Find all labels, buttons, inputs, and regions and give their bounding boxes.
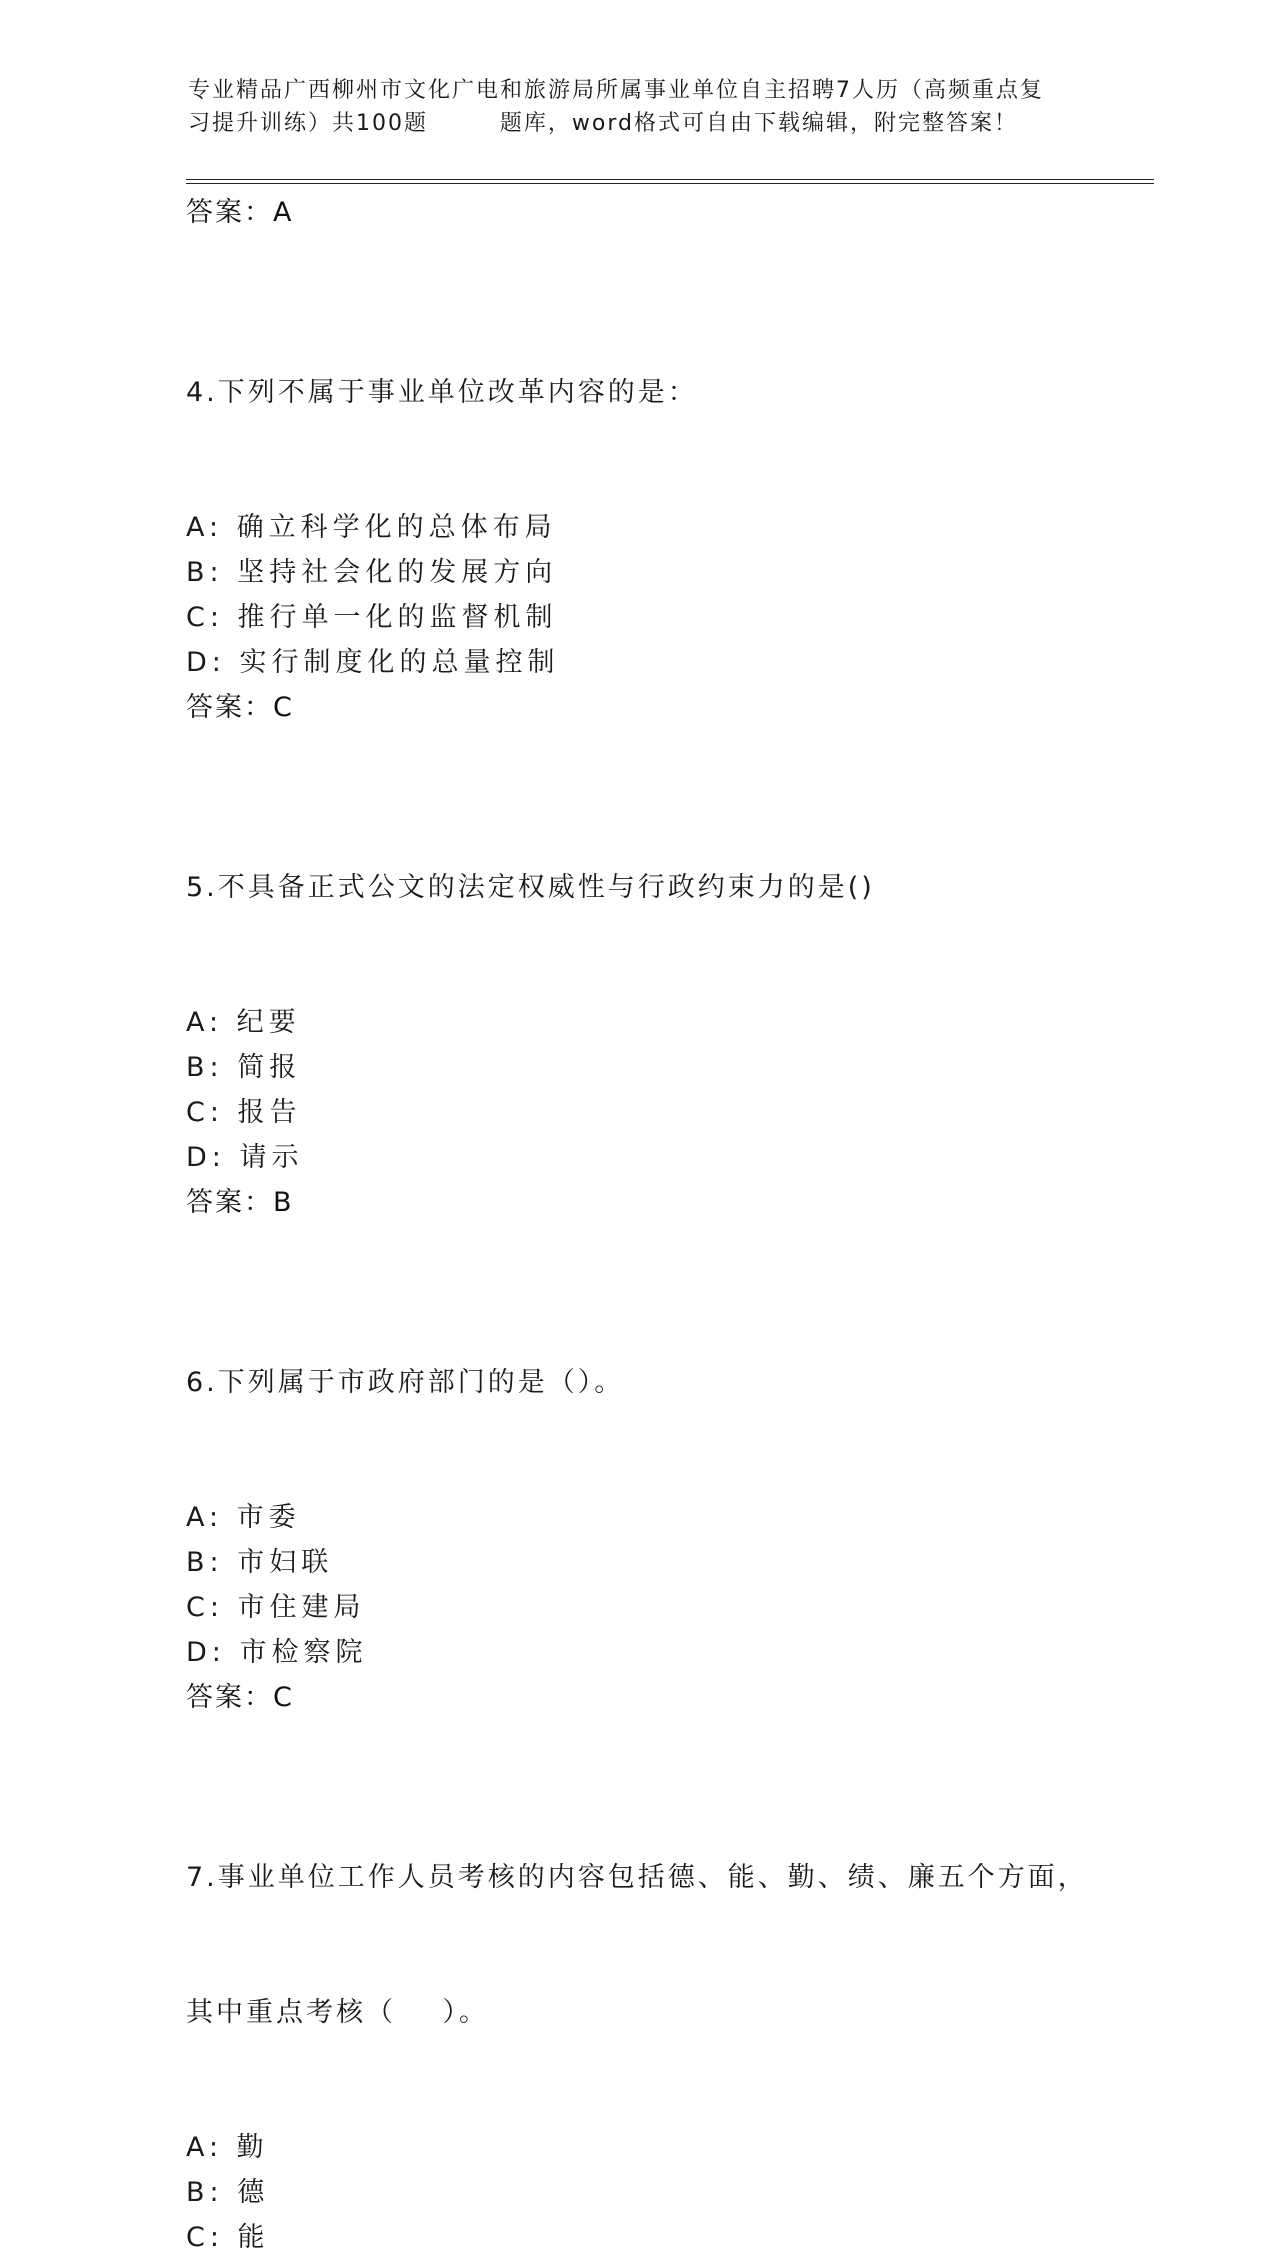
option-c: C: 推行单一化的监督机制: [186, 602, 558, 633]
option-b: B: 德: [186, 2177, 270, 2208]
question-block: [186, 1270, 1146, 1765]
header-rule-bottom: [186, 183, 1154, 184]
option-a: A: 确立科学化的总体布局: [186, 512, 557, 543]
question-stem: [186, 1765, 1146, 2125]
question-stem-line: 7.事业单位工作人员考核的内容包括德、能、勤、绩、廉五个方面，: [186, 1862, 1088, 1893]
question-stem-line: 其中重点考核（ ）。: [186, 1997, 489, 2028]
header-line-1: 专业精品广西柳州市文化广电和旅游局所属事业单位自主招聘7人历（高频重点复: [188, 78, 1044, 103]
option-d: D: 实行制度化的总量控制: [186, 647, 560, 678]
option-a: A: 勤: [186, 2132, 269, 2163]
question-block: [186, 1765, 1146, 2260]
page-header: [188, 74, 1108, 140]
option-b: B: 简报: [186, 1052, 302, 1083]
answer-line: 答案：A: [186, 197, 294, 228]
question-stem-line: 6.下列属于市政府部门的是（）。: [186, 1367, 625, 1398]
question-stem-line: 4.下列不属于事业单位改革内容的是：: [186, 377, 698, 408]
answer-line: 答案：C: [186, 692, 294, 723]
question-stem: [186, 775, 1146, 1000]
question-block: [186, 280, 1146, 775]
spacer: [186, 1720, 1146, 1765]
option-d: D: 市检察院: [186, 1637, 368, 1668]
question-block: [186, 775, 1146, 1270]
question-stem: [186, 1270, 1146, 1495]
option-b: B: 坚持社会化的发展方向: [186, 557, 558, 588]
option-a: A: 市委: [186, 1502, 301, 1533]
document-body: [186, 190, 1146, 2260]
option-c: C: 市住建局: [186, 1592, 366, 1623]
header-line-2: 习提升训练）共100题 题库，word格式可自由下载编辑，附完整答案！: [188, 111, 1019, 136]
answer-line: 答案：C: [186, 1682, 294, 1713]
spacer: [186, 730, 1146, 775]
option-d: D: 请示: [186, 1142, 304, 1173]
option-c: C: 报告: [186, 1097, 302, 1128]
question-stem-line: 5.不具备正式公文的法定权威性与行政约束力的是(): [186, 872, 875, 903]
option-a: A: 纪要: [186, 1007, 301, 1038]
option-c: C: 能: [186, 2222, 270, 2253]
spacer: [186, 235, 1146, 280]
answer-line: 答案：B: [186, 1187, 294, 1218]
header-rule-top: [186, 179, 1154, 180]
question-stem: [186, 280, 1146, 505]
option-b: B: 市妇联: [186, 1547, 334, 1578]
spacer: [186, 1225, 1146, 1270]
